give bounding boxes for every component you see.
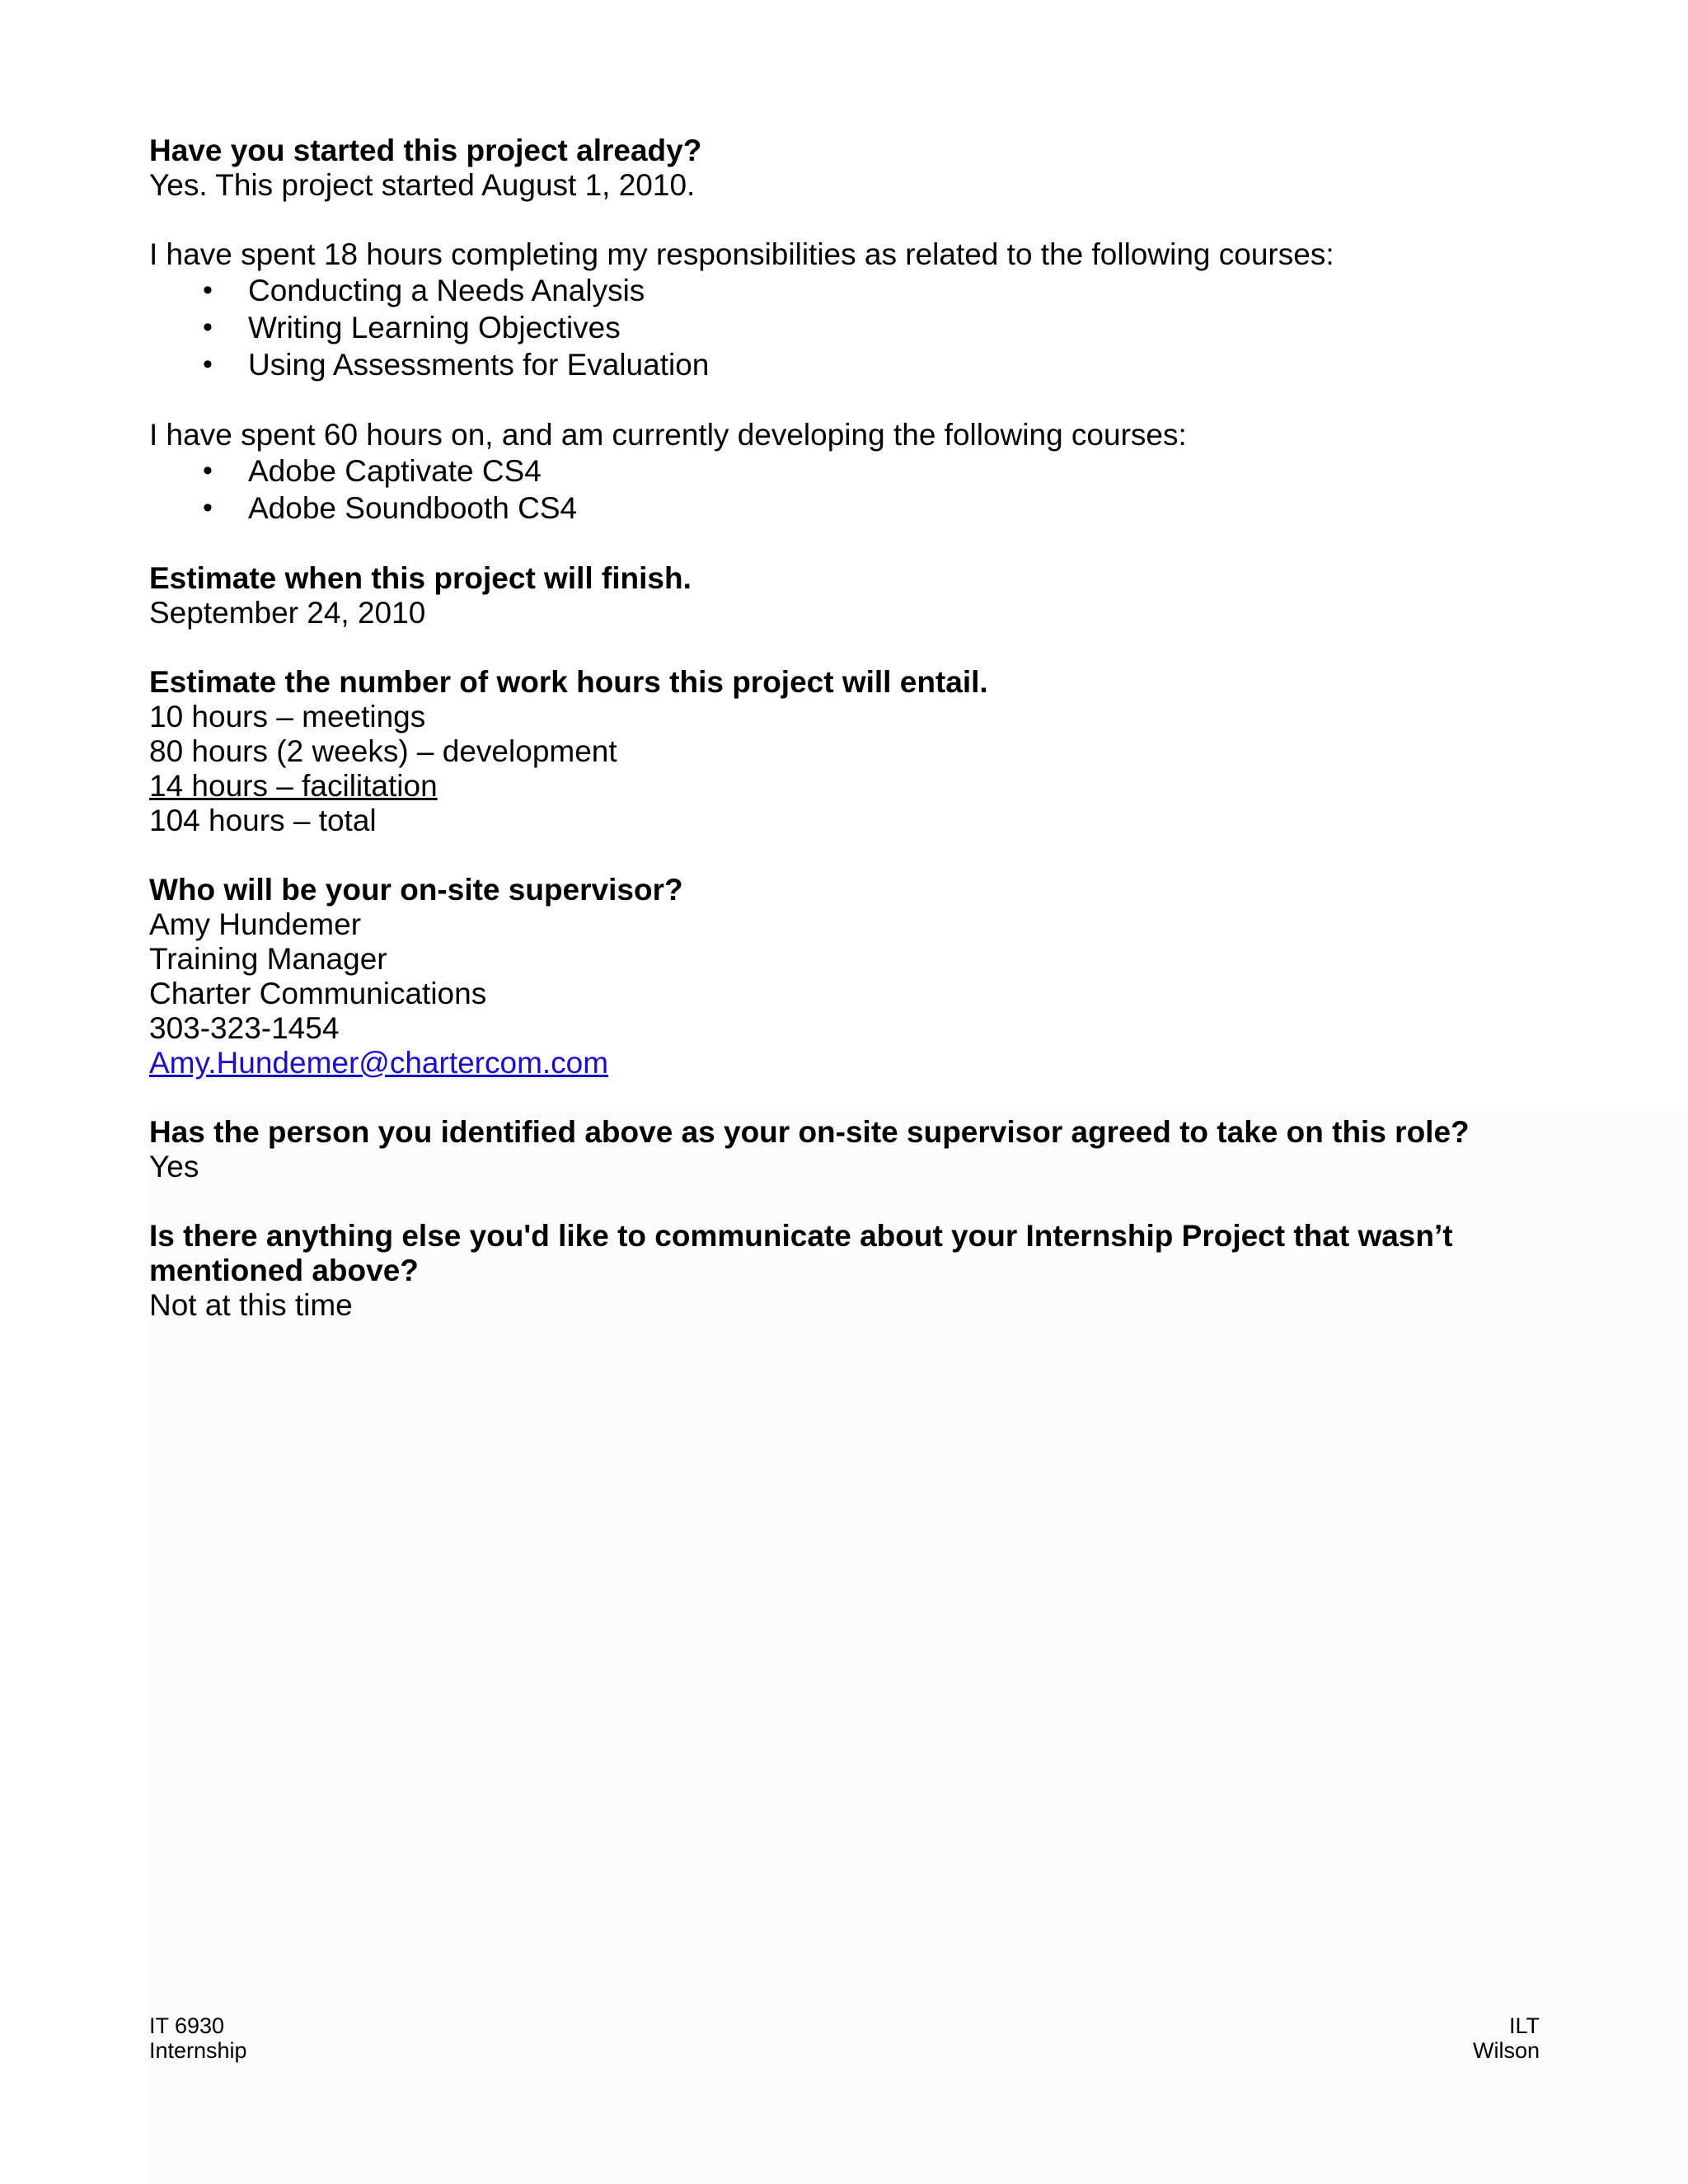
hours-total: 104 hours – total [149, 804, 377, 837]
list-item: • Writing Learning Objectives [203, 311, 621, 344]
footer-author: Wilson [1472, 2038, 1540, 2063]
document-body [149, 134, 1550, 1357]
bullet-icon: • [203, 312, 213, 343]
answer-project-started: Yes. This project started August 1, 2010. [149, 168, 696, 202]
hours-meetings: 10 hours – meetings [149, 700, 426, 733]
bullet-icon: • [203, 492, 213, 523]
section-work-hours [149, 665, 1550, 838]
completed-courses-intro: I have spent 18 hours completing my responsibilities as related to the following courses: [149, 237, 1334, 271]
answer-anything-else: Not at this time [149, 1288, 353, 1322]
supervisor-company: Charter Communications [149, 977, 487, 1010]
bullet-icon: • [203, 455, 213, 486]
section-supervisor [149, 873, 1550, 1080]
question-project-started: Have you started this project already? [149, 134, 702, 167]
question-supervisor-agreed: Has the person you identified above as your on-site supervisor agreed to take on this role? [149, 1115, 1470, 1149]
answer-supervisor-agreed: Yes [149, 1150, 199, 1183]
section-finish-estimate [149, 561, 1550, 630]
bullet-icon: • [203, 349, 213, 380]
list-item: • Adobe Soundbooth CS4 [203, 491, 578, 525]
bullet-icon: • [203, 274, 213, 306]
section-anything-else [149, 1219, 1550, 1323]
supervisor-email-link[interactable]: Amy.Hundemer@chartercom.com [149, 1046, 609, 1080]
developing-courses-list [149, 452, 1550, 527]
supervisor-name: Amy Hundemer [149, 907, 362, 941]
completed-courses-list [149, 272, 1550, 383]
section-developing-courses [149, 418, 1550, 527]
footer-program: ILT [1508, 2013, 1540, 2038]
footer-course-name: Internship [149, 2038, 247, 2063]
question-work-hours: Estimate the number of work hours this project will entail. [149, 665, 988, 699]
question-anything-else: Is there anything else you'd like to communicate about your Internship Project that wasn’t mentioned above? [149, 1219, 1453, 1287]
hours-facilitation: 14 hours – facilitation [149, 769, 438, 803]
footer-right [1473, 2013, 1540, 2063]
supervisor-title: Training Manager [149, 942, 387, 976]
section-project-started [149, 134, 1550, 203]
supervisor-phone: 303-323-1454 [149, 1011, 340, 1045]
developing-courses-intro: I have spent 60 hours on, and am currently developing the following courses: [149, 418, 1187, 452]
question-finish-estimate: Estimate when this project will finish. [149, 561, 692, 595]
section-supervisor-agreed [149, 1115, 1550, 1184]
list-item: • Adobe Captivate CS4 [203, 454, 542, 488]
section-completed-courses [149, 237, 1550, 383]
list-item: • Conducting a Needs Analysis [203, 274, 645, 307]
list-item: • Using Assessments for Evaluation [203, 348, 710, 382]
hours-development: 80 hours (2 weeks) – development [149, 734, 617, 768]
footer-course-number: IT 6930 [149, 2013, 225, 2038]
answer-finish-estimate: September 24, 2010 [149, 596, 426, 630]
question-supervisor: Who will be your on-site supervisor? [149, 873, 683, 907]
footer-left [149, 2013, 247, 2063]
